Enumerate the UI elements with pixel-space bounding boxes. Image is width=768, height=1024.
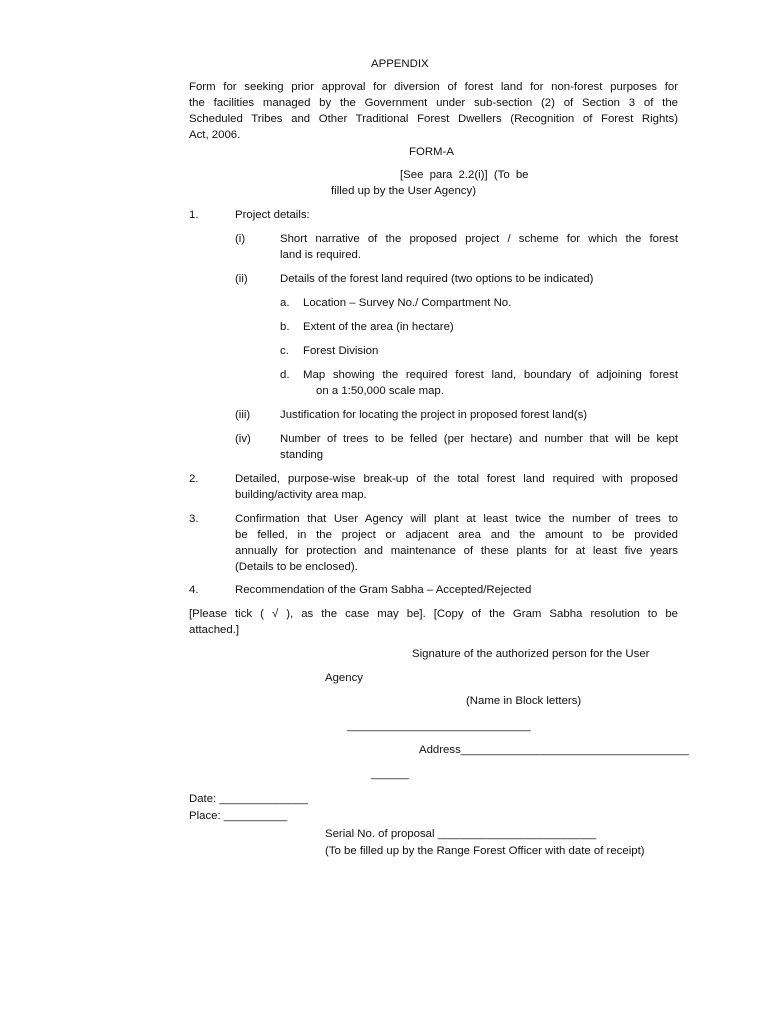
name-block-label: (Name in Block letters) [466, 695, 582, 707]
sub-item-line: Number of trees to be felled (per hectare) and number that will be kept [280, 433, 678, 445]
intro-line: Scheduled Tribes and Other Traditional Forest Dwellers (Recognition of Forest Rights) [189, 113, 678, 125]
option-letter: d. [280, 369, 290, 381]
item-line: annually for protection and maintenance of these plants for at least five years [235, 545, 678, 557]
option-letter: b. [280, 321, 290, 333]
intro-paragraph [189, 79, 678, 143]
tick-line: [Please tick ( √ ), as the case may be]. [Copy of the Gram Sabha resolution to be [189, 608, 678, 620]
project-details-label: Project details: [235, 209, 310, 221]
item-number: 2. [189, 473, 199, 485]
address-continuation: ______ [371, 768, 410, 780]
item-number: 1. [189, 209, 199, 221]
item-line: Detailed, purpose-wise break-up of the total forest land required with proposed [235, 473, 678, 485]
sub-item-number: (iv) [235, 433, 251, 445]
sub-item-line: land is required. [280, 249, 362, 261]
form-title: FORM-A [409, 146, 454, 158]
tick-line: attached.] [189, 624, 240, 636]
option-text [303, 367, 678, 399]
sub-item-text [280, 231, 678, 263]
sub-item-text: Details of the forest land required (two options to be indicated) [280, 273, 594, 285]
filled-by-text: filled up by the User Agency) [331, 185, 476, 197]
sub-item-line: standing [280, 449, 324, 461]
item-number: 3. [189, 513, 199, 525]
item-line: (Details to be enclosed). [235, 561, 358, 573]
option-letter: c. [280, 345, 289, 357]
sub-item-text: Justification for locating the project in proposed forest land(s) [280, 409, 588, 421]
item-text [235, 511, 678, 575]
item-line: building/activity area map. [235, 489, 367, 501]
sub-item-text [280, 431, 678, 463]
item-line: Confirmation that User Agency will plant at least twice the number of trees to [235, 513, 678, 525]
item-text: Recommendation of the Gram Sabha – Accepted/Rejected [235, 584, 532, 596]
option-line: Map showing the required forest land, boundary of adjoining forest [303, 369, 678, 381]
appendix-heading: APPENDIX [371, 58, 429, 70]
sub-item-line: Short narrative of the proposed project / scheme for which the forest [280, 233, 678, 245]
serial-number-field: Serial No. of proposal _________________________ [325, 828, 597, 840]
option-line: on a 1:50,000 scale map. [316, 385, 444, 397]
signature-label: Signature of the authorized person for the User [412, 648, 650, 660]
item-line: be felled, in the project or adjacent area and the amount to be provided [235, 529, 678, 541]
address-field: Address____________________________________ [419, 744, 689, 756]
intro-line: Form for seeking prior approval for diversion of forest land for non-forest purposes for [189, 81, 678, 93]
sub-item-number: (iii) [235, 409, 251, 421]
option-text: Extent of the area (in hectare) [303, 321, 454, 333]
option-letter: a. [280, 297, 290, 309]
option-text: Location – Survey No./ Compartment No. [303, 297, 512, 309]
agency-label: Agency [325, 672, 363, 684]
name-blank-line: _____________________________ [347, 720, 531, 732]
sub-item-number: (ii) [235, 273, 248, 285]
sub-item-number: (i) [235, 233, 246, 245]
see-para-text: [See para 2.2(i)] (To be [400, 169, 529, 181]
range-officer-note: (To be filled up by the Range Forest Officer with date of receipt) [325, 845, 645, 857]
place-field: Place: __________ [189, 810, 288, 822]
option-text: Forest Division [303, 345, 379, 357]
item-text [235, 471, 678, 503]
date-field: Date: ______________ [189, 793, 309, 805]
intro-line: the facilities managed by the Government under sub-section (2) of Section 3 of the [189, 97, 678, 109]
item-number: 4. [189, 584, 199, 596]
tick-instruction [189, 606, 678, 638]
intro-line: Act, 2006. [189, 129, 241, 141]
